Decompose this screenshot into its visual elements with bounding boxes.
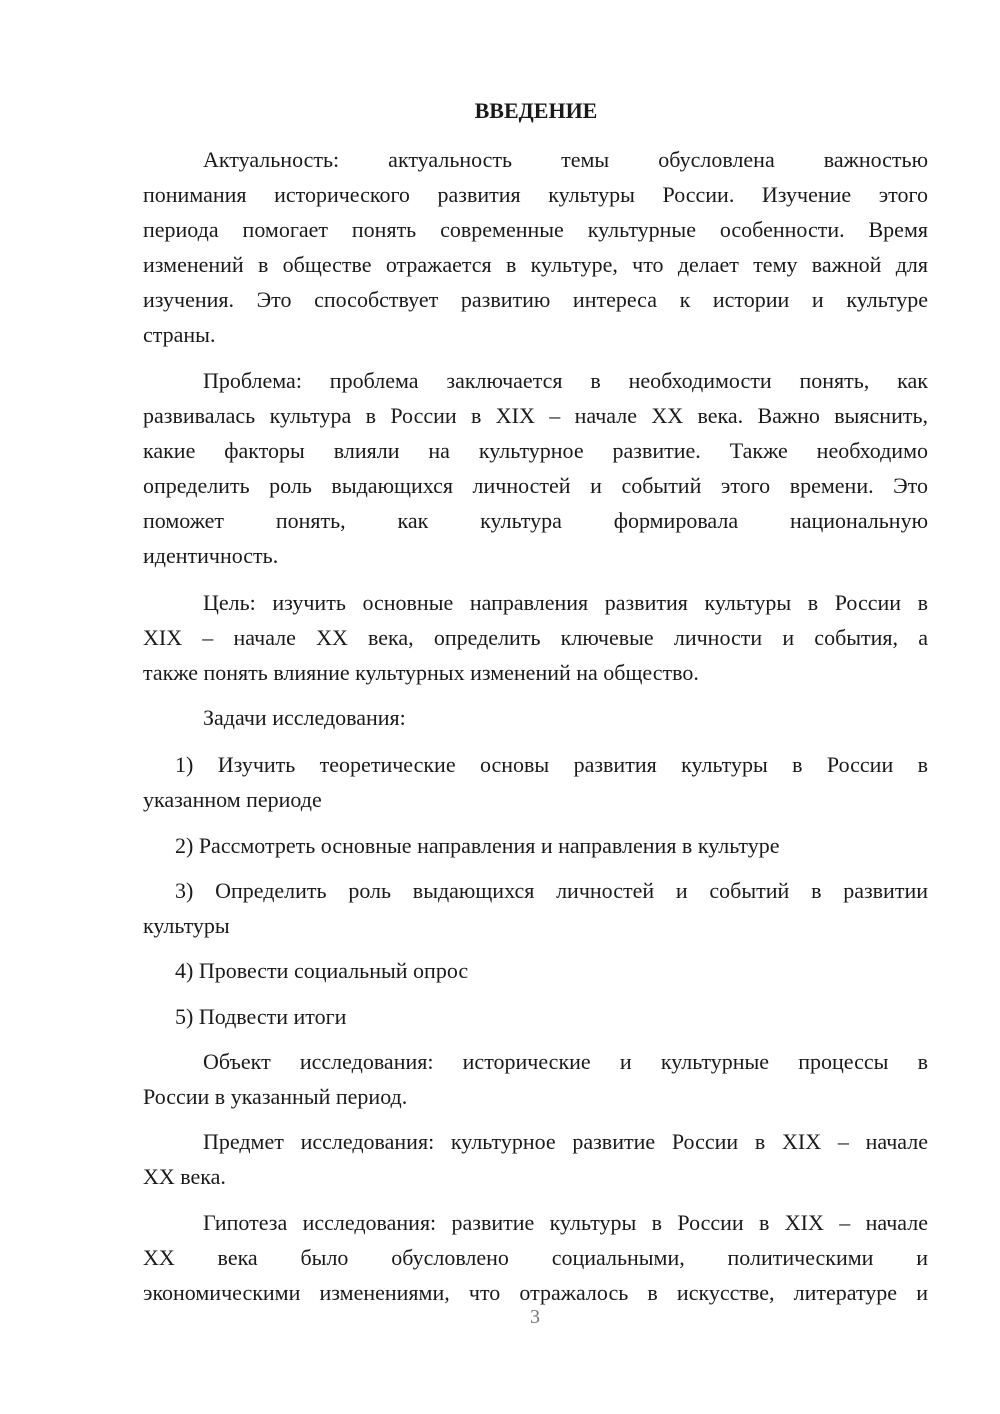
paragraph-relevance <box>143 146 928 356</box>
paragraph-hypothesis <box>143 1209 928 1314</box>
text-line: изменений в обществе отражается в культуре, что делает тему важной для <box>143 252 928 277</box>
text-line: Гипотеза исследования: развитие культуры в России в XIX – начале <box>203 1210 928 1235</box>
task-item-4 <box>143 957 928 992</box>
text-line: идентичность. <box>143 543 279 568</box>
paragraph-subject <box>143 1128 928 1198</box>
text-line: также понять влияние культурных изменений на общество. <box>143 660 699 685</box>
page-number: 3 <box>530 1306 540 1328</box>
text-line: XX века. <box>143 1164 226 1189</box>
text-line: 2) Рассмотреть основные направления и направления в культуре <box>175 833 780 858</box>
text-line: поможет понять, как культура формировала национальную <box>143 508 928 533</box>
paragraph-goal <box>143 589 928 694</box>
text-line: понимания исторического развития культуры России. Изучение этого <box>143 182 928 207</box>
text-line: определить роль выдающихся личностей и событий этого времени. Это <box>143 473 928 498</box>
task-item-2 <box>143 832 928 867</box>
text-line: XIX – начале XX века, определить ключевые личности и события, а <box>143 625 928 650</box>
text-line: 4) Провести социальный опрос <box>175 958 469 983</box>
text-line: Цель: изучить основные направления развития культуры в России в <box>203 590 928 615</box>
paragraph-object <box>143 1048 928 1118</box>
text-line: Задачи исследования: <box>203 705 406 730</box>
text-line: какие факторы влияли на культурное развитие. Также необходимо <box>143 438 928 463</box>
text-line: XX века было обусловлено социальными, политическими и <box>143 1245 928 1270</box>
text-line: страны. <box>143 322 216 347</box>
text-line: культуры <box>143 913 230 938</box>
task-item-1 <box>143 751 928 821</box>
text-line: 3) Определить роль выдающихся личностей и событий в развитии <box>175 878 928 903</box>
text-line: 5) Подвести итоги <box>175 1004 347 1029</box>
task-item-3 <box>143 877 928 947</box>
text-line: указанном периоде <box>143 787 322 812</box>
text-line: Объект исследования: исторические и культурные процессы в <box>203 1049 928 1074</box>
text-line: России в указанный период. <box>143 1084 408 1109</box>
text-line: 1) Изучить теоретические основы развития культуры в России в <box>175 752 928 777</box>
paragraph-tasks-label <box>143 704 928 739</box>
text-line: периода помогает понять современные культурные особенности. Время <box>143 217 928 242</box>
section-heading: ВВЕДЕНИЕ <box>474 98 598 123</box>
text-line: Проблема: проблема заключается в необходимости понять, как <box>203 368 928 393</box>
paragraph-problem <box>143 367 928 577</box>
task-item-5 <box>143 1003 928 1038</box>
text-line: экономическими изменениями, что отражалось в искусстве, литературе и <box>143 1280 928 1305</box>
text-line: Актуальность: актуальность темы обусловлена важностью <box>203 147 928 172</box>
text-line: развивалась культура в России в XIX – начале XX века. Важно выяснить, <box>143 403 928 428</box>
text-line: Предмет исследования: культурное развитие России в XIX – начале <box>203 1129 928 1154</box>
text-line: изучения. Это способствует развитию интереса к истории и культуре <box>143 287 928 312</box>
